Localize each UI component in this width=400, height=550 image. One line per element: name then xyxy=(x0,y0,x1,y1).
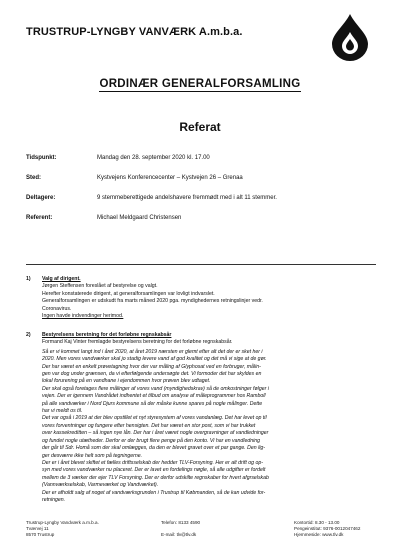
section-number: 1) xyxy=(26,276,31,282)
footer-line: Pengeinstitut: 9376-0012047462 xyxy=(294,526,361,531)
paragraph-line: retningen. xyxy=(42,496,66,503)
meta-row-place xyxy=(26,174,376,187)
footer-contact xyxy=(161,520,200,538)
meta-value: Michael Meldgaard Christensen xyxy=(97,215,182,221)
paragraph-line: Der er afholdt salg af noget af vandværksgrunden i Trustrup til Købmanden, så de kan udvide for- xyxy=(42,489,266,496)
paragraph-line-underlined: Ingen havde indvendinger herimod. xyxy=(42,313,124,320)
meeting-details xyxy=(26,154,376,234)
meta-value: 9 stemmeberettigede andelshavere fremmødt med i alt 11 stemmer. xyxy=(97,195,277,201)
meta-value: Mandag den 28. september 2020 kl. 17.00 xyxy=(97,155,210,161)
footer-line: Telefon: 8133 4590 xyxy=(161,520,201,525)
section-heading: Valg af dirigent. xyxy=(42,276,81,282)
paragraph-line: på alle vandværker i Nord Djurs kommune så der måske kunne spares på nogle målinger. Dette xyxy=(42,400,263,407)
section-number: 2) xyxy=(26,332,31,338)
paragraph-line: og fundet nogle utætheder. Derfor er der brugt flere penge på den konto. Vi har en vandledning xyxy=(42,437,261,444)
paragraph-line: 2020. Men vores vandværker skal jo stadig levere vand af god kvalitet og det må vi sige at de gør. xyxy=(42,356,267,363)
paragraph-line: Der skal også foretages flere målinger af vores vand (myndighedskrav) så de omkostninger følger i xyxy=(42,385,269,392)
water-drop-logo-icon xyxy=(330,12,370,62)
footer-address xyxy=(26,520,99,538)
paragraph-line: gen var dog under grænsen, da vi efterfølgende undersøgte det. Vi formoder det har skyldes en xyxy=(42,371,262,378)
footer-line: Tværvej 11 xyxy=(26,526,49,531)
meta-row-participants xyxy=(26,194,376,207)
paragraph-line: Så er vi kommet langt ind i året 2020, at året 2019 nærsten er glemt efter alt det der er sket her i xyxy=(42,348,263,355)
document-type: Referat xyxy=(179,120,221,134)
section-text xyxy=(42,349,376,505)
footer-line: Hjemmeside: www.tlv.dk xyxy=(294,532,344,537)
meta-label: Tidspunkt: xyxy=(26,155,57,161)
footer-line: 8570 Trustrup xyxy=(26,532,55,537)
section-heading: Bestyrelsens beretning for det forløbne regnskabsår xyxy=(42,332,172,338)
footer-line: E-mail: tlv@tlv.dk xyxy=(161,532,197,537)
paragraph-line: Jørgen Steffensen foreslået af bestyrelse og valgt. xyxy=(42,283,158,290)
paragraph-line: Herefter konstaterede dirigent, at generalforsamlingen var lovligt indvarslet. xyxy=(42,290,215,297)
footer-office xyxy=(294,520,360,538)
paragraph-line: mellem de 3 værker der ejer TLV Forsyning. Der er derfor udskilte regnskaber for hvert afgrselskab xyxy=(42,474,269,481)
paragraph-line: har vi meldt os til. xyxy=(42,408,83,415)
footer-line: Kontortid: 8.30 - 13.00 xyxy=(294,520,340,525)
meta-value: Kystvejens Konferencecenter – Kystvejen 26 – Grenaa xyxy=(97,175,243,181)
meta-row-referent xyxy=(26,214,376,227)
meta-row-time xyxy=(26,154,376,167)
paragraph-line: ger desværre ikke helt som på tegningerne. xyxy=(42,452,143,459)
paragraph-line: Der er i året blevet skiftet et fælles driftsselskab der hedder TLV-Forsyning. Her er alt drift og op- xyxy=(42,459,263,466)
paragraph-line: Det var også i 2019 at der blev opstillet et nyt styresystem af vores vandanlæg. Det har levet op til xyxy=(42,415,267,422)
paragraph-line: Der har været en enkelt prøvetagning hvor der var måling af Glyphosat ved en forbruger, målin- xyxy=(42,363,261,370)
paragraph-line: lokal forurening på en vandhane i ejendommen hvor prøven blev udtaget. xyxy=(42,378,211,385)
section-body xyxy=(42,276,376,320)
paragraph-line: Coronavirus. xyxy=(42,305,72,312)
meeting-title: ORDINÆR GENERALFORSAMLING xyxy=(99,78,301,90)
paragraph-line: (Vannværkselskab, Varmeværket og Vandværket). xyxy=(42,482,159,489)
paragraph-line: vejen. Der er igennem Vandrådet indhentet et tilbud om analyse af måleprogrammer hos Ramboll xyxy=(42,393,266,400)
company-name: TRUSTRUP-LYNGBY VANVÆRK A.m.b.a. xyxy=(26,26,243,38)
section-intro: Formand Kaj Vinter fremlagde bestyrelsens beretning for det forløbne regnskabsår. xyxy=(42,339,233,346)
paragraph-line: der går til Sdr. Homå som der skal omlægges, da den er blevet gravet over et par gange. Den lig- xyxy=(42,445,265,452)
paragraph-line: over kassekreditten – så ingen nye lån. Der har i året været nogle overgravninger af vandledninger xyxy=(42,430,269,437)
divider-line xyxy=(26,264,376,265)
meta-label: Deltagere: xyxy=(26,195,56,201)
meta-label: Sted: xyxy=(26,175,41,181)
meta-label: Referent: xyxy=(26,215,53,221)
paragraph-line: Generalforsamlingen er udskudt fra marts måned 2020 pga. myndighedernes retningslinjer vedr. xyxy=(42,298,263,305)
paragraph-line: syn med vores vandværker nu placeret. Der er lavet en fordelings nøgle, så alle udgifter er fordelt xyxy=(42,467,266,474)
section-body xyxy=(42,332,376,504)
paragraph-line: vores forventninger og fungere efter hensigten. Det har været en stor post, som vi har trukket xyxy=(42,422,256,429)
footer-line: Trustrup-Lyngby Vandværk a.m.b.a. xyxy=(26,520,99,525)
